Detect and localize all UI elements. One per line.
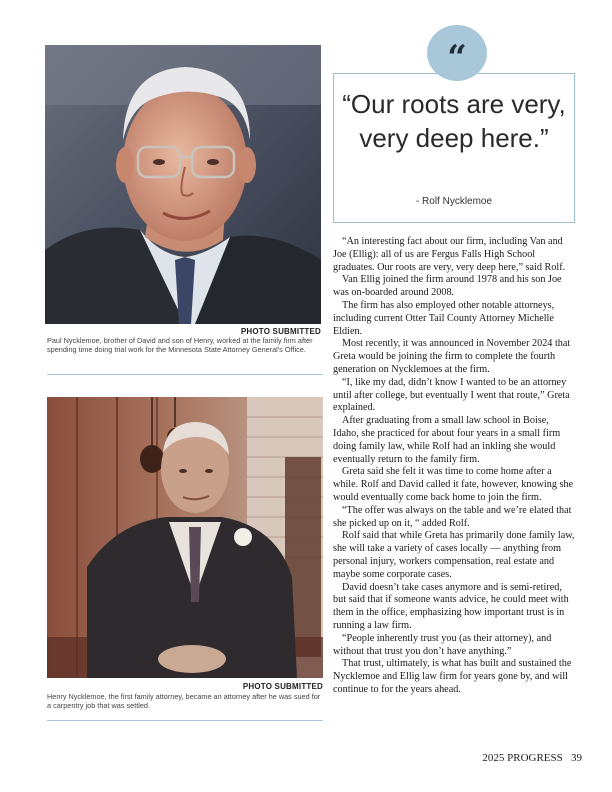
paragraph: David doesn’t take cases anymore and is semi-retired, but said that if someone wants advice, he could meet with them in the office, emphasizing how important trust is in running a law firm.: [333, 581, 569, 631]
paragraph: The firm has also employed other notable attorneys, including current Otter Tail County Attorney Michelle Eldien.: [333, 299, 555, 337]
photo1-caption: Paul Nycklemoe, brother of David and son of Henry, worked at the family firm after spending time doing trial work for the Minnesota State Attorney General's Office.: [47, 336, 313, 355]
page-footer-folio: 2025 PROGRESS 39: [482, 752, 582, 764]
quote-mark-icon: [427, 25, 487, 81]
paragraph: After graduating from a small law school in Boise, Idaho, she practiced for about four years in a small firm doing family law, while Rolf had an inkling she would eventually return to the family firm.: [333, 415, 561, 465]
photo1-credit: PHOTO SUBMITTED: [240, 327, 321, 336]
paragraph: Van Ellig joined the firm around 1978 and his son Joe was on-boarded around 2008.: [333, 274, 562, 299]
portrait-image: [45, 45, 321, 324]
paragraph: Most recently, it was announced in November 2024 that Greta would be joining the firm to complete the fourth generation on Nycklemoes at the firm.: [333, 338, 571, 375]
paragraph: That trust, ultimately, is what has built and sustained the Nycklemoe and Ellig law firm for years gone by, and will continue to for the years ahead.: [333, 658, 572, 695]
photo2-caption: Henry Nycklemoe, the first family attorney, became an attorney after he was sued for a carpentry job that was settled.: [47, 692, 321, 711]
photo2-credit: PHOTO SUBMITTED: [242, 682, 323, 691]
paragraph: Rolf said that while Greta has primarily done family law, she will take a variety of cases locally — anything from personal injury, workers compensation, real estate and maybe some corporate cases.: [333, 530, 575, 580]
paragraph: “I, like my dad, didn’t know I wanted to be an attorney until after college, but eventually I went that route,” Greta explained.: [333, 376, 570, 414]
article-body: [333, 236, 577, 697]
photo2-divider: [47, 720, 323, 721]
photo-henry-nycklemoe: [47, 397, 323, 678]
paragraph: “The offer was always on the table and we’re elated that she picked up on it, “ added Rolf.: [333, 504, 572, 529]
paragraph: “People inherently trust you (as their attorney), and without that trust you don’t have anything.”: [333, 632, 552, 657]
pull-quote-text: “Our roots are very, very deep here.”: [342, 89, 566, 153]
photo-paul-nycklemoe: [45, 45, 321, 324]
paragraph: Greta said she felt it was time to come home after a while. Rolf and David called it fate, however, knowing she would eventually come back home to join the firm.: [333, 466, 574, 503]
photo1-divider: [47, 374, 323, 375]
portrait-image: [47, 397, 323, 678]
quote-mark-glyph: “: [447, 38, 467, 78]
paragraph: “An interesting fact about our firm, including Van and Joe (Ellig): all of us are Fergus Falls High School graduates. Our roots are very, very deep here,” said Rolf.: [333, 236, 566, 273]
pull-quote-attribution: - Rolf Nycklemoe: [415, 196, 493, 207]
